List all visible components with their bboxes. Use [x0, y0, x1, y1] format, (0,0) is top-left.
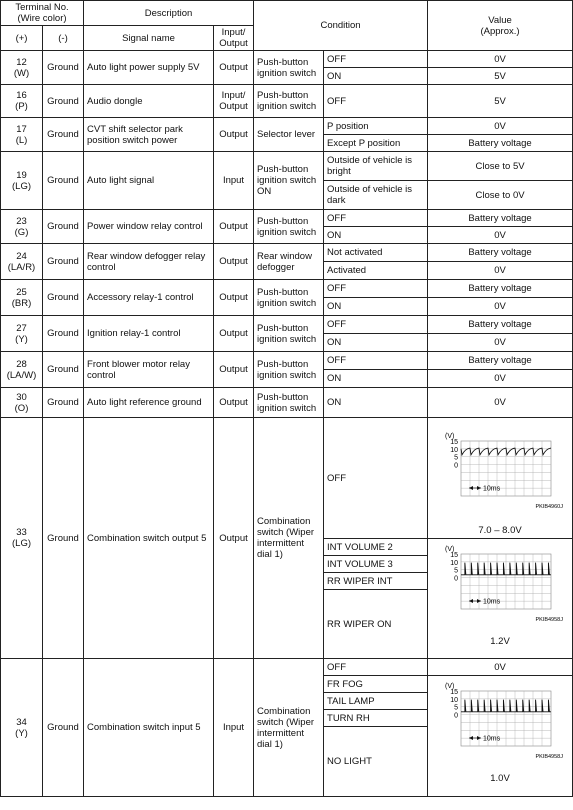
cond-28: Push-button ignition switch [254, 352, 324, 388]
waveform-1 [431, 421, 569, 523]
value-25-1: Battery voltage [428, 280, 573, 298]
state-28-2: ON [324, 370, 428, 388]
signal-16: Audio dongle [84, 85, 214, 118]
state-33-5: RR WIPER ON [324, 590, 428, 659]
cond-30: Push-button ignition switch [254, 388, 324, 418]
io-17: Output [214, 118, 254, 152]
state-17-2: Except P position [324, 135, 428, 152]
header-input-output: Input/ Output [214, 26, 254, 51]
value-33-1 [428, 418, 573, 539]
header-signal-name: Signal name [84, 26, 214, 51]
signal-28: Front blower motor relay control [84, 352, 214, 388]
state-25-1: OFF [324, 280, 428, 298]
header-plus: (+) [1, 26, 43, 51]
state-23-2: ON [324, 227, 428, 244]
io-23: Output [214, 210, 254, 244]
waveform-3 [431, 679, 569, 771]
value-27-1: Battery voltage [428, 316, 573, 334]
state-12-2: ON [324, 68, 428, 85]
state-19-2: Outside of vehicle is dark [324, 181, 428, 210]
cond-17: Selector lever [254, 118, 324, 152]
signal-19: Auto light signal [84, 152, 214, 210]
io-25: Output [214, 280, 254, 316]
scope-tick-label: 15 [450, 689, 459, 696]
value-24-1: Battery voltage [428, 244, 573, 262]
terminal-12: 12 (W) [1, 51, 43, 85]
state-27-1: OFF [324, 316, 428, 334]
io-34: Input [214, 659, 254, 797]
time-marker-label: 10ms [483, 485, 501, 493]
value-19-2: Close to 0V [428, 181, 573, 210]
signal-17: CVT shift selector park position switch power [84, 118, 214, 152]
state-24-1: Not activated [324, 244, 428, 262]
value-17-2: Battery voltage [428, 135, 573, 152]
io-12: Output [214, 51, 254, 85]
state-24-2: Activated [324, 262, 428, 280]
value-34-2 [428, 676, 573, 797]
cond-33: Combination switch (Wiper intermittent dial 1) [254, 418, 324, 659]
state-34-1: OFF [324, 659, 428, 676]
value-28-2: 0V [428, 370, 573, 388]
terminal-23: 23 (G) [1, 210, 43, 244]
state-16-1: OFF [324, 85, 428, 118]
value-27-2: 0V [428, 334, 573, 352]
ground-25: Ground [43, 280, 84, 316]
signal-12: Auto light power supply 5V [84, 51, 214, 85]
state-33-1: OFF [324, 418, 428, 539]
terminal-16: 16 (P) [1, 85, 43, 118]
header-terminal-no: Terminal No. (Wire color) [1, 1, 84, 26]
value-16-1: 5V [428, 85, 573, 118]
scope-tick-label: 0 [454, 712, 459, 720]
value-30-1: 0V [428, 388, 573, 418]
ground-30: Ground [43, 388, 84, 418]
axis-unit-label: (V) [445, 683, 455, 690]
ground-19: Ground [43, 152, 84, 210]
cond-34: Combination switch (Wiper intermittent dial 1) [254, 659, 324, 797]
state-33-4: RR WIPER INT [324, 573, 428, 590]
value-34-1: 0V [428, 659, 573, 676]
terminal-17: 17 (L) [1, 118, 43, 152]
terminal-19: 19 (LG) [1, 152, 43, 210]
value-33-2 [428, 539, 573, 659]
state-30-1: ON [324, 388, 428, 418]
time-marker-label: 10ms [483, 598, 501, 606]
time-marker-arrow [469, 736, 473, 740]
state-25-2: ON [324, 298, 428, 316]
axis-unit-label: (V) [445, 433, 455, 440]
header-condition: Condition [254, 1, 428, 51]
scope-tick-label: 0 [454, 575, 459, 583]
state-34-4: TURN RH [324, 710, 428, 727]
state-28-1: OFF [324, 352, 428, 370]
signal-30: Auto light reference ground [84, 388, 214, 418]
scope-tick-label: 10 [450, 559, 459, 567]
io-24: Output [214, 244, 254, 280]
signal-33: Combination switch output 5 [84, 418, 214, 659]
figure-code: PKIB4958J [535, 754, 564, 760]
terminal-27: 27 (Y) [1, 316, 43, 352]
scope-tick-label: 15 [450, 552, 459, 559]
terminal-33: 33 (LG) [1, 418, 43, 659]
io-27: Output [214, 316, 254, 352]
scope-tick-label: 5 [454, 454, 459, 462]
terminal-34: 34 (Y) [1, 659, 43, 797]
state-19-1: Outside of vehicle is bright [324, 152, 428, 181]
value-19-1: Close to 5V [428, 152, 573, 181]
ground-17: Ground [43, 118, 84, 152]
figure-code: PKIB4958J [535, 617, 564, 623]
state-12-1: OFF [324, 51, 428, 68]
value-23-1: Battery voltage [428, 210, 573, 227]
waveform-2 [431, 542, 569, 634]
header-value: Value (Approx.) [428, 1, 573, 51]
time-marker-arrow [469, 599, 473, 603]
value-23-2: 0V [428, 227, 573, 244]
state-33-2: INT VOLUME 2 [324, 539, 428, 556]
scope-tick-label: 5 [454, 704, 459, 712]
ground-28: Ground [43, 352, 84, 388]
scope-tick-label: 10 [450, 696, 459, 704]
signal-34: Combination switch input 5 [84, 659, 214, 797]
ground-12: Ground [43, 51, 84, 85]
value-25-2: 0V [428, 298, 573, 316]
scope-tick-label: 10 [450, 446, 459, 454]
time-marker-arrow [469, 486, 473, 490]
io-28: Output [214, 352, 254, 388]
ground-34: Ground [43, 659, 84, 797]
io-33: Output [214, 418, 254, 659]
ground-24: Ground [43, 244, 84, 280]
value-24-2: 0V [428, 262, 573, 280]
axis-unit-label: (V) [445, 546, 455, 553]
signal-24: Rear window defogger relay control [84, 244, 214, 280]
ground-27: Ground [43, 316, 84, 352]
time-marker-label: 10ms [483, 735, 501, 743]
cond-27: Push-button ignition switch [254, 316, 324, 352]
value-33-1-text: 7.0 – 8.0V [478, 525, 522, 536]
state-34-2: FR FOG [324, 676, 428, 693]
state-34-3: TAIL LAMP [324, 693, 428, 710]
scope-tick-label: 15 [450, 439, 459, 446]
header-description: Description [84, 1, 254, 26]
value-28-1: Battery voltage [428, 352, 573, 370]
io-19: Input [214, 152, 254, 210]
signal-23: Power window relay control [84, 210, 214, 244]
value-34-2-text: 1.0V [490, 773, 510, 784]
value-12-1: 0V [428, 51, 573, 68]
cond-16: Push-button ignition switch [254, 85, 324, 118]
terminal-24: 24 (LA/R) [1, 244, 43, 280]
terminal-25: 25 (BR) [1, 280, 43, 316]
state-34-5: NO LIGHT [324, 727, 428, 797]
ground-23: Ground [43, 210, 84, 244]
state-23-1: OFF [324, 210, 428, 227]
cond-12: Push-button ignition switch [254, 51, 324, 85]
state-33-3: INT VOLUME 3 [324, 556, 428, 573]
ground-33: Ground [43, 418, 84, 659]
scope-tick-label: 5 [454, 567, 459, 575]
state-17-1: P position [324, 118, 428, 135]
io-16: Input/ Output [214, 85, 254, 118]
io-30: Output [214, 388, 254, 418]
figure-code: PKIB4960J [535, 504, 564, 510]
cond-23: Push-button ignition switch [254, 210, 324, 244]
cond-19: Push-button ignition switch ON [254, 152, 324, 210]
value-12-2: 5V [428, 68, 573, 85]
terminal-30: 30 (O) [1, 388, 43, 418]
value-33-2-text: 1.2V [490, 636, 510, 647]
signal-25: Accessory relay-1 control [84, 280, 214, 316]
ground-16: Ground [43, 85, 84, 118]
terminal-28: 28 (LA/W) [1, 352, 43, 388]
cond-25: Push-button ignition switch [254, 280, 324, 316]
header-minus: (-) [43, 26, 84, 51]
cond-24: Rear window defogger [254, 244, 324, 280]
value-17-1: 0V [428, 118, 573, 135]
state-27-2: ON [324, 334, 428, 352]
signal-27: Ignition relay-1 control [84, 316, 214, 352]
scope-tick-label: 0 [454, 462, 459, 470]
